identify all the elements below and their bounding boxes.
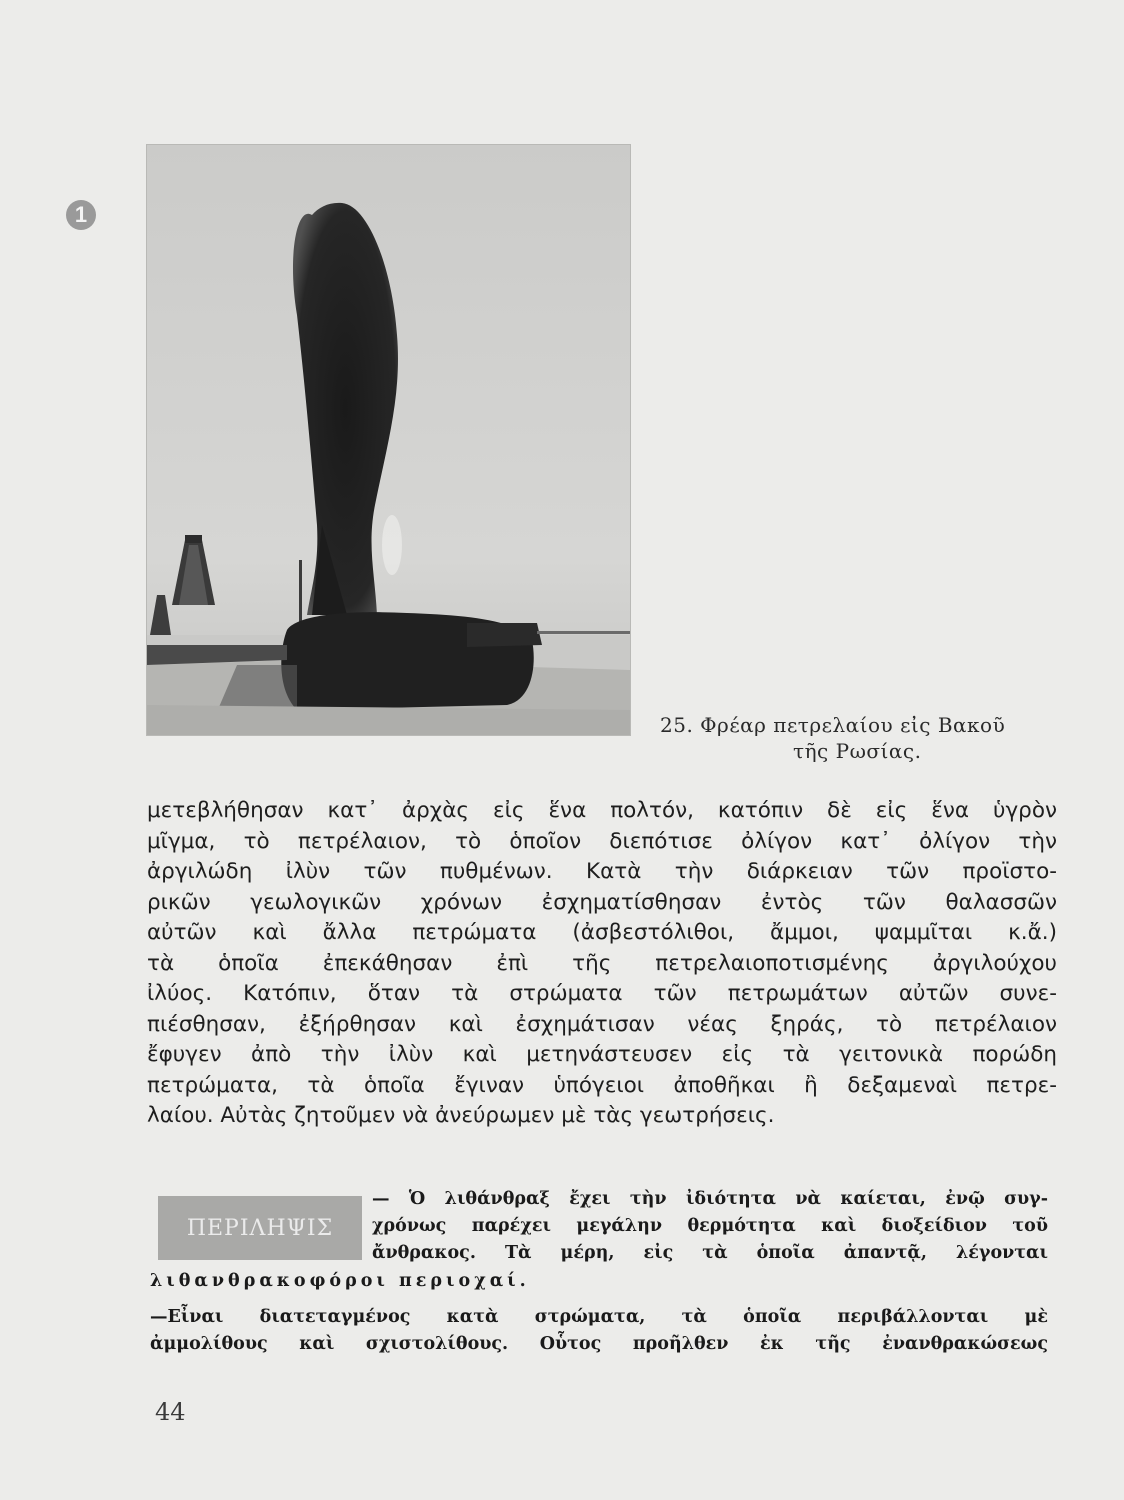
body-line: αὐτῶν καὶ ἄλλα πετρώματα (ἀσβεστόλιθοι, ἄμμοι, ψαμμῖται κ.ἄ.) — [147, 920, 1057, 945]
figure-caption — [660, 712, 1060, 764]
summary-spaced-line — [150, 1268, 1048, 1295]
body-line: ἔφυγεν ἀπὸ τὴν ἰλὺν καὶ μετηνάστευσεν εἰς τὰ γειτονικὰ πορώδη — [147, 1042, 1057, 1067]
summary-line: — Ὁ λιθάνθραξ ἔχει τὴν ἰδιότητα νὰ καίεται, ἐνῷ συγ- — [372, 1189, 1048, 1209]
summary-indented-text — [372, 1186, 1048, 1267]
summary-line: —Εἶναι διατεταγμένος κατὰ στρώματα, τὰ ὁποῖα περιβάλλονται μὲ — [150, 1307, 1048, 1327]
summary-line: ἄνθρακος. Τὰ μέρη, εἰς τὰ ὁποῖα ἀπαντᾷ, λέγονται — [372, 1243, 1048, 1263]
figure-caption-line-2: τῆς Ρωσίας. — [793, 739, 922, 763]
summary-line: ἀμμολίθους καὶ σχιστολίθους. Οὗτος προῆλθεν ἐκ τῆς ἐνανθρακώσεως — [150, 1334, 1048, 1354]
oil-well-photo — [147, 145, 630, 735]
body-line: πετρώματα, τὰ ὁποῖα ἔγιναν ὑπόγειοι ἀποθῆκαι ἢ δεξαμεναὶ πετρε- — [147, 1072, 1057, 1098]
summary-full-text — [150, 1304, 1048, 1358]
body-line: ἰλύος. Κατόπιν, ὅταν τὰ στρώματα τῶν πετρωμάτων αὐτῶν συνε- — [147, 981, 1057, 1006]
figure-caption-line-1: 25. Φρέαρ πετρελαίου εἰς Βακοῦ — [660, 713, 1006, 737]
body-line: λαίου. Αὐτὰς ζητοῦμεν νὰ ἀνεύρωμεν μὲ τὰς γεωτρήσεις. — [147, 1103, 775, 1128]
body-line: μῖγμα, τὸ πετρέλαιον, τὸ ὁποῖον διεπότισε ὀλίγον κατ᾿ ὀλίγον τὴν — [147, 828, 1057, 854]
body-paragraph — [147, 796, 1057, 1132]
page-marker-badge: 1 — [66, 200, 96, 230]
summary-line-spaced: λιθανθρακοφόροι περιοχαί. — [150, 1271, 530, 1291]
summary-label: ΠΕΡΙΛΗΨΙΣ — [158, 1196, 362, 1260]
body-line: πιέσθησαν, ἐξήρθησαν καὶ ἐσχημάτισαν νέας ξηράς, τὸ πετρέλαιον — [147, 1011, 1057, 1037]
summary-line: χρόνως παρέχει μεγάλην θερμότητα καὶ διοξείδιον τοῦ — [372, 1216, 1048, 1236]
page-number: 44 — [155, 1398, 186, 1426]
body-line: ρικῶν γεωλογικῶν χρόνων ἐσχηματίσθησαν ἐντὸς τῶν θαλασσῶν — [147, 889, 1057, 915]
body-line: μετεβλήθησαν κατ᾿ ἀρχὰς εἰς ἕνα πολτόν, κατόπιν δὲ εἰς ἕνα ὑγρὸν — [147, 798, 1057, 823]
body-line: ἀργιλώδη ἰλὺν τῶν πυθμένων. Κατὰ τὴν διάρκειαν τῶν προϊστο- — [147, 859, 1057, 884]
body-line: τὰ ὁποῖα ἐπεκάθησαν ἐπὶ τῆς πετρελαιοποτισμένης ἀργιλούχου — [147, 950, 1057, 976]
oil-gusher-illustration — [147, 145, 630, 735]
